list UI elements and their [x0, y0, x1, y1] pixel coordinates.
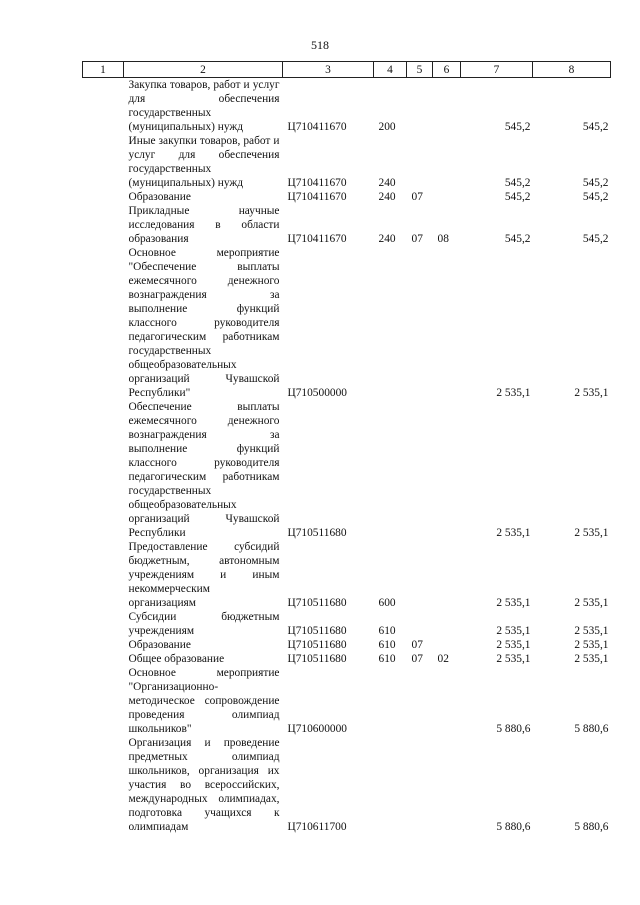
row-value-1: 545,2	[504, 121, 531, 133]
row-value-2: 2 535,1	[574, 387, 609, 399]
row-rz: 07	[411, 233, 423, 245]
row-value-2: 2 535,1	[574, 625, 609, 637]
row-code: Ц710511680	[287, 653, 347, 665]
row-rz	[407, 400, 433, 540]
row-vr: 610	[378, 639, 396, 651]
column-header-5: 5	[407, 62, 433, 78]
table-row	[83, 190, 611, 204]
row-pr	[433, 246, 461, 400]
table-row	[83, 246, 611, 400]
row-value-2: 5 880,6	[574, 821, 609, 833]
row-pr	[433, 638, 461, 652]
row-code: Ц710600000	[287, 723, 347, 735]
row-value-2: 2 535,1	[574, 653, 609, 665]
row-code: Ц710411670	[287, 121, 347, 133]
row-value-1: 545,2	[504, 177, 531, 189]
row-value-1: 2 535,1	[496, 625, 531, 637]
row-vr	[374, 246, 407, 400]
row-vr: 200	[378, 121, 396, 133]
header-row	[83, 62, 611, 78]
row-value-1: 5 880,6	[496, 723, 531, 735]
row-value-1: 2 535,1	[496, 653, 531, 665]
row-rz: 07	[411, 653, 423, 665]
row-code: Ц710411670	[287, 191, 347, 203]
row-code: Ц710411670	[287, 233, 347, 245]
row-value-1: 5 880,6	[496, 821, 531, 833]
row-value-2: 545,2	[582, 177, 609, 189]
row-pr: 02	[437, 653, 449, 665]
row-name: Обеспечение выплаты ежемесячного денежного вознаграждения за выполнение функций классного руководителя педагогическим работникам государственных общеобразовательных организаций Чувашской Республики	[128, 401, 280, 539]
table-row	[83, 134, 611, 190]
row-value-2: 2 535,1	[574, 639, 609, 651]
table-row	[83, 610, 611, 638]
row-name: Основное мероприятие "Обеспечение выплаты ежемесячного денежного вознаграждения за выполнение функций классного руководителя педагогическим работникам государственных общеобразовательных организаций Чувашской Республики"	[128, 247, 280, 399]
row-value-1: 2 535,1	[496, 639, 531, 651]
row-rz	[407, 736, 433, 834]
row-pr	[433, 78, 461, 135]
table-row	[83, 540, 611, 610]
row-pr	[433, 736, 461, 834]
row-rz: 07	[411, 191, 423, 203]
row-name: Закупка товаров, работ и услуг для обеспечения государственных (муниципальных) нужд	[128, 79, 280, 133]
row-code: Ц710500000	[287, 387, 347, 399]
row-rz	[407, 78, 433, 135]
table-row	[83, 736, 611, 834]
row-rz	[407, 246, 433, 400]
row-rz	[407, 666, 433, 736]
row-pr	[433, 540, 461, 610]
table-row	[83, 78, 611, 135]
column-header-2: 2	[124, 62, 283, 78]
row-vr	[374, 736, 407, 834]
row-rz	[407, 610, 433, 638]
table-row	[83, 204, 611, 246]
row-vr: 240	[378, 177, 396, 189]
column-header-4: 4	[374, 62, 407, 78]
table-row	[83, 400, 611, 540]
row-vr: 610	[378, 653, 396, 665]
column-header-6: 6	[433, 62, 461, 78]
row-value-2: 2 535,1	[574, 527, 609, 539]
row-vr: 600	[378, 597, 396, 609]
row-value-2: 545,2	[582, 121, 609, 133]
row-code: Ц710511680	[287, 625, 347, 637]
row-value-2: 5 880,6	[574, 723, 609, 735]
row-pr	[433, 666, 461, 736]
row-name: Прикладные научные исследования в области образования	[128, 205, 280, 245]
row-code: Ц710511680	[287, 597, 347, 609]
row-vr	[374, 666, 407, 736]
row-value-1: 2 535,1	[496, 387, 531, 399]
row-value-1: 545,2	[504, 191, 531, 203]
row-rz	[407, 540, 433, 610]
row-rz: 07	[411, 639, 423, 651]
row-name: Общее образование	[128, 653, 225, 665]
row-name: Субсидии бюджетным учреждениям	[128, 611, 280, 637]
row-vr: 240	[378, 191, 396, 203]
row-name: Основное мероприятие "Организационно-методическое сопровождение проведения олимпиад школьников"	[128, 667, 280, 735]
row-pr: 08	[437, 233, 449, 245]
row-rz	[407, 134, 433, 190]
row-pr	[433, 610, 461, 638]
column-header-7: 7	[461, 62, 533, 78]
row-pr	[433, 134, 461, 190]
column-header-1: 1	[83, 62, 124, 78]
page-number: 518	[311, 38, 329, 52]
table-row	[83, 666, 611, 736]
table-row	[83, 638, 611, 652]
row-code: Ц710611700	[287, 821, 347, 833]
row-name: Организация и проведение предметных олимпиад школьников, организация их участия во всероссийских, международных олимпиадах, подготовка учащихся к олимпиадам	[128, 737, 280, 833]
budget-table	[82, 61, 611, 834]
row-vr: 240	[378, 233, 396, 245]
table-row	[83, 652, 611, 666]
row-code: Ц710511680	[287, 639, 347, 651]
row-vr: 610	[378, 625, 396, 637]
row-vr	[374, 400, 407, 540]
row-value-2: 545,2	[582, 233, 609, 245]
row-value-2: 2 535,1	[574, 597, 609, 609]
row-pr	[433, 190, 461, 204]
column-header-3: 3	[283, 62, 374, 78]
row-pr	[433, 400, 461, 540]
row-name: Предоставление субсидий бюджетным, автономным учреждениям и иным некоммерческим организациям	[128, 541, 280, 609]
row-code: Ц710511680	[287, 527, 347, 539]
row-name: Иные закупки товаров, работ и услуг для обеспечения государственных (муниципальных) нужд	[128, 135, 280, 189]
row-value-2: 545,2	[582, 191, 609, 203]
row-value-1: 2 535,1	[496, 527, 531, 539]
row-name: Образование	[128, 191, 191, 203]
column-header-8: 8	[533, 62, 611, 78]
row-code: Ц710411670	[287, 177, 347, 189]
row-value-1: 545,2	[504, 233, 531, 245]
row-value-1: 2 535,1	[496, 597, 531, 609]
row-name: Образование	[128, 639, 191, 651]
